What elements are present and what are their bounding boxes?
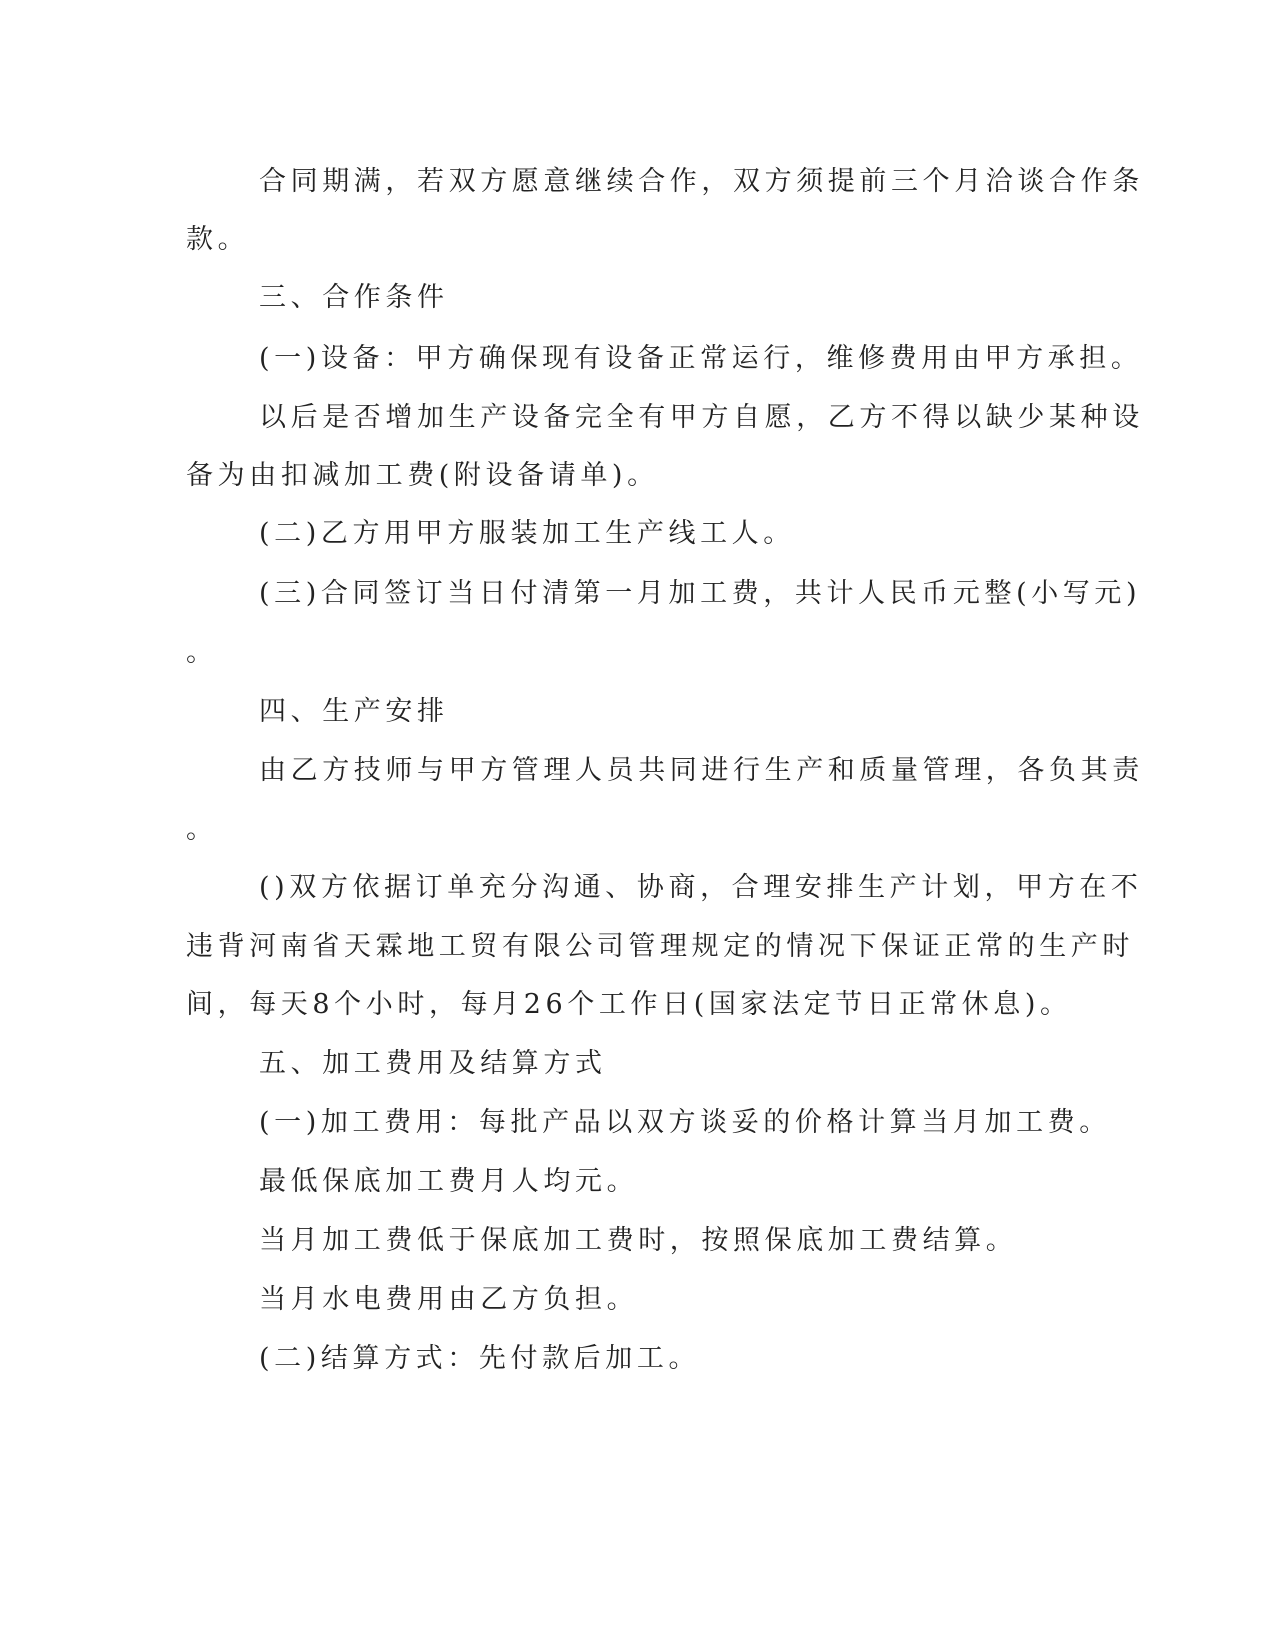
paragraph-equipment-addition-cont: 备为由扣减加工费(附设备请单)。 <box>186 460 659 491</box>
section-heading-production-arrangement: 四、生产安排 <box>259 696 449 727</box>
clause-processing-fee: (一)加工费用：每批产品以双方谈妥的价格计算当月加工费。 <box>259 1107 1111 1138</box>
clause-first-payment-cont: 。 <box>186 637 218 668</box>
clause-settlement-method: (二)结算方式：先付款后加工。 <box>259 1343 701 1374</box>
paragraph-production-plan: ()双方依据订单充分沟通、协商，合理安排生产计划，甲方在不 <box>259 872 1143 903</box>
paragraph-contract-renewal-cont: 款。 <box>186 224 250 255</box>
paragraph-production-plan-line2: 违背河南省天霖地工贸有限公司管理规定的情况下保证正常的生产时 <box>186 931 1134 962</box>
clause-first-payment: (三)合同签订当日付清第一月加工费，共计人民币元整(小写元) <box>259 578 1142 609</box>
clause-equipment: (一)设备：甲方确保现有设备正常运行，维修费用由甲方承担。 <box>259 343 1143 374</box>
paragraph-production-management-cont: 。 <box>186 814 218 845</box>
paragraph-production-management: 由乙方技师与甲方管理人员共同进行生产和质量管理，各负其责 <box>259 755 1144 786</box>
paragraph-production-plan-line3: 间，每天8个小时，每月26个工作日(国家法定节日正常休息)。 <box>186 989 1072 1020</box>
paragraph-equipment-addition: 以后是否增加生产设备完全有甲方自愿，乙方不得以缺少某种设 <box>259 402 1144 433</box>
paragraph-utilities: 当月水电费用由乙方负担。 <box>259 1284 639 1315</box>
paragraph-fee-settlement-rule: 当月加工费低于保底加工费时，按照保底加工费结算。 <box>259 1225 1018 1256</box>
section-heading-processing-fees: 五、加工费用及结算方式 <box>259 1048 607 1079</box>
section-heading-cooperation-conditions: 三、合作条件 <box>259 282 449 313</box>
clause-workers: (二)乙方用甲方服装加工生产线工人。 <box>259 518 795 549</box>
paragraph-contract-renewal: 合同期满，若双方愿意继续合作，双方须提前三个月洽谈合作条 <box>259 166 1144 197</box>
paragraph-minimum-fee: 最低保底加工费月人均元。 <box>259 1166 639 1197</box>
